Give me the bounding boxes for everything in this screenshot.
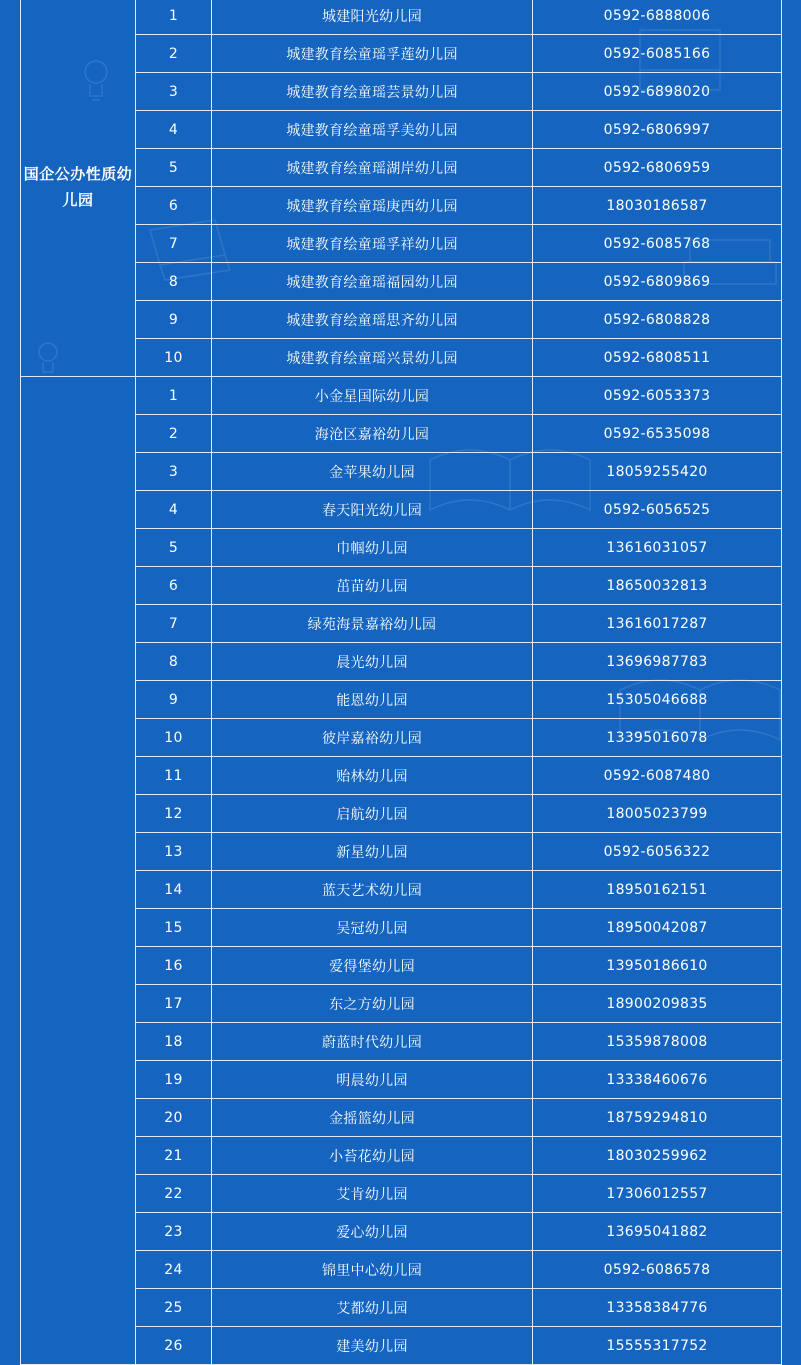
table-row — [21, 529, 782, 567]
index-cell: 6 — [136, 187, 212, 225]
table-row — [21, 947, 782, 985]
category-cell — [21, 377, 136, 1365]
kindergarten-name-cell: 晨光幼儿园 — [212, 643, 533, 681]
table-row — [21, 263, 782, 301]
category-cell — [21, 0, 136, 377]
phone-cell: 0592-6086578 — [533, 1251, 782, 1289]
phone-cell: 0592-6808511 — [533, 339, 782, 377]
index-cell: 10 — [136, 339, 212, 377]
index-cell: 20 — [136, 1099, 212, 1137]
index-cell: 12 — [136, 795, 212, 833]
kindergarten-name-cell: 蔚蓝时代幼儿园 — [212, 1023, 533, 1061]
index-cell: 25 — [136, 1289, 212, 1327]
kindergarten-name-cell: 贻林幼儿园 — [212, 757, 533, 795]
table-row — [21, 833, 782, 871]
index-cell: 1 — [136, 377, 212, 415]
category-label: 国企公办性质幼儿园 — [23, 164, 133, 209]
table-row — [21, 301, 782, 339]
phone-cell: 13616031057 — [533, 529, 782, 567]
kindergarten-name-cell: 城建教育绘童瑶孚祥幼儿园 — [212, 225, 533, 263]
kindergarten-name-cell: 金摇篮幼儿园 — [212, 1099, 533, 1137]
kindergarten-name-cell: 金苹果幼儿园 — [212, 453, 533, 491]
index-cell: 7 — [136, 225, 212, 263]
phone-cell: 17306012557 — [533, 1175, 782, 1213]
phone-cell: 15359878008 — [533, 1023, 782, 1061]
phone-cell: 13395016078 — [533, 719, 782, 757]
kindergarten-name-cell: 新星幼儿园 — [212, 833, 533, 871]
kindergarten-name-cell: 城建教育绘童瑶福园幼儿园 — [212, 263, 533, 301]
table-row — [21, 1251, 782, 1289]
index-cell: 9 — [136, 681, 212, 719]
index-cell: 26 — [136, 1327, 212, 1365]
phone-cell: 18030259962 — [533, 1137, 782, 1175]
phone-cell: 18900209835 — [533, 985, 782, 1023]
index-cell: 3 — [136, 453, 212, 491]
index-cell: 16 — [136, 947, 212, 985]
table-row — [21, 377, 782, 415]
table-row — [21, 909, 782, 947]
phone-cell: 18059255420 — [533, 453, 782, 491]
kindergarten-name-cell: 小金星国际幼儿园 — [212, 377, 533, 415]
table-row — [21, 567, 782, 605]
phone-cell: 0592-6808828 — [533, 301, 782, 339]
table-row — [21, 1327, 782, 1365]
table-row — [21, 1213, 782, 1251]
kindergarten-name-cell: 城建阳光幼儿园 — [212, 0, 533, 35]
kindergarten-name-cell: 春天阳光幼儿园 — [212, 491, 533, 529]
kindergarten-name-cell: 艾肯幼儿园 — [212, 1175, 533, 1213]
phone-cell: 15305046688 — [533, 681, 782, 719]
index-cell: 23 — [136, 1213, 212, 1251]
index-cell: 6 — [136, 567, 212, 605]
phone-cell: 18950042087 — [533, 909, 782, 947]
phone-cell: 0592-6888006 — [533, 0, 782, 35]
phone-cell: 0592-6085768 — [533, 225, 782, 263]
table-row — [21, 1289, 782, 1327]
phone-cell: 0592-6053373 — [533, 377, 782, 415]
index-cell: 21 — [136, 1137, 212, 1175]
index-cell: 5 — [136, 149, 212, 187]
index-cell: 15 — [136, 909, 212, 947]
table-row — [21, 1137, 782, 1175]
phone-cell: 18030186587 — [533, 187, 782, 225]
index-cell: 19 — [136, 1061, 212, 1099]
index-cell: 4 — [136, 111, 212, 149]
kindergarten-name-cell: 城建教育绘童瑶庚西幼儿园 — [212, 187, 533, 225]
table-row — [21, 73, 782, 111]
table-row — [21, 1099, 782, 1137]
index-cell: 8 — [136, 643, 212, 681]
table-row — [21, 1061, 782, 1099]
index-cell: 2 — [136, 415, 212, 453]
phone-cell: 0592-6056525 — [533, 491, 782, 529]
table-row — [21, 757, 782, 795]
phone-cell: 0592-6806959 — [533, 149, 782, 187]
table-row — [21, 719, 782, 757]
kindergarten-name-cell: 能恩幼儿园 — [212, 681, 533, 719]
table-row — [21, 111, 782, 149]
phone-cell: 18650032813 — [533, 567, 782, 605]
table-row — [21, 681, 782, 719]
kindergarten-name-cell: 东之方幼儿园 — [212, 985, 533, 1023]
index-cell: 8 — [136, 263, 212, 301]
index-cell: 14 — [136, 871, 212, 909]
index-cell: 22 — [136, 1175, 212, 1213]
table-row — [21, 453, 782, 491]
table-row — [21, 1023, 782, 1061]
phone-cell: 13696987783 — [533, 643, 782, 681]
index-cell: 24 — [136, 1251, 212, 1289]
phone-cell: 13358384776 — [533, 1289, 782, 1327]
phone-cell: 0592-6806997 — [533, 111, 782, 149]
kindergarten-name-cell: 爱得堡幼儿园 — [212, 947, 533, 985]
table-row — [21, 187, 782, 225]
index-cell: 10 — [136, 719, 212, 757]
table-row — [21, 871, 782, 909]
index-cell: 7 — [136, 605, 212, 643]
index-cell: 17 — [136, 985, 212, 1023]
kindergarten-name-cell: 城建教育绘童瑶兴景幼儿园 — [212, 339, 533, 377]
table-row — [21, 0, 782, 35]
table-row — [21, 225, 782, 263]
phone-cell: 15555317752 — [533, 1327, 782, 1365]
phone-cell: 0592-6056322 — [533, 833, 782, 871]
index-cell: 2 — [136, 35, 212, 73]
kindergarten-name-cell: 巾帼幼儿园 — [212, 529, 533, 567]
kindergarten-name-cell: 城建教育绘童瑶芸景幼儿园 — [212, 73, 533, 111]
index-cell: 4 — [136, 491, 212, 529]
table-row — [21, 1175, 782, 1213]
phone-cell: 18005023799 — [533, 795, 782, 833]
phone-cell: 0592-6535098 — [533, 415, 782, 453]
phone-cell: 18759294810 — [533, 1099, 782, 1137]
kindergarten-name-cell: 彼岸嘉裕幼儿园 — [212, 719, 533, 757]
kindergarten-table — [20, 0, 782, 1365]
phone-cell: 0592-6898020 — [533, 73, 782, 111]
index-cell: 9 — [136, 301, 212, 339]
phone-cell: 13616017287 — [533, 605, 782, 643]
kindergarten-name-cell: 建美幼儿园 — [212, 1327, 533, 1365]
kindergarten-name-cell: 明晨幼儿园 — [212, 1061, 533, 1099]
kindergarten-name-cell: 吴冠幼儿园 — [212, 909, 533, 947]
index-cell: 13 — [136, 833, 212, 871]
phone-cell: 18950162151 — [533, 871, 782, 909]
kindergarten-name-cell: 城建教育绘童瑶孚莲幼儿园 — [212, 35, 533, 73]
kindergarten-name-cell: 海沧区嘉裕幼儿园 — [212, 415, 533, 453]
table-row — [21, 339, 782, 377]
kindergarten-name-cell: 蓝天艺术幼儿园 — [212, 871, 533, 909]
kindergarten-name-cell: 城建教育绘童瑶思齐幼儿园 — [212, 301, 533, 339]
phone-cell: 13950186610 — [533, 947, 782, 985]
phone-cell: 0592-6809869 — [533, 263, 782, 301]
kindergarten-name-cell: 爱心幼儿园 — [212, 1213, 533, 1251]
table-row — [21, 149, 782, 187]
kindergarten-name-cell: 艾都幼儿园 — [212, 1289, 533, 1327]
kindergarten-name-cell: 城建教育绘童瑶湖岸幼儿园 — [212, 149, 533, 187]
phone-cell: 0592-6085166 — [533, 35, 782, 73]
index-cell: 11 — [136, 757, 212, 795]
kindergarten-name-cell: 绿苑海景嘉裕幼儿园 — [212, 605, 533, 643]
table-row — [21, 491, 782, 529]
table-row — [21, 795, 782, 833]
index-cell: 3 — [136, 73, 212, 111]
kindergarten-name-cell: 启航幼儿园 — [212, 795, 533, 833]
table-row — [21, 35, 782, 73]
table-row — [21, 643, 782, 681]
index-cell: 18 — [136, 1023, 212, 1061]
table-row — [21, 415, 782, 453]
phone-cell: 13695041882 — [533, 1213, 782, 1251]
phone-cell: 13338460676 — [533, 1061, 782, 1099]
kindergarten-name-cell: 茁苗幼儿园 — [212, 567, 533, 605]
kindergarten-name-cell: 城建教育绘童瑶孚美幼儿园 — [212, 111, 533, 149]
index-cell: 1 — [136, 0, 212, 35]
index-cell: 5 — [136, 529, 212, 567]
table-row — [21, 605, 782, 643]
kindergarten-name-cell: 锦里中心幼儿园 — [212, 1251, 533, 1289]
table-row — [21, 985, 782, 1023]
kindergarten-name-cell: 小苔花幼儿园 — [212, 1137, 533, 1175]
phone-cell: 0592-6087480 — [533, 757, 782, 795]
